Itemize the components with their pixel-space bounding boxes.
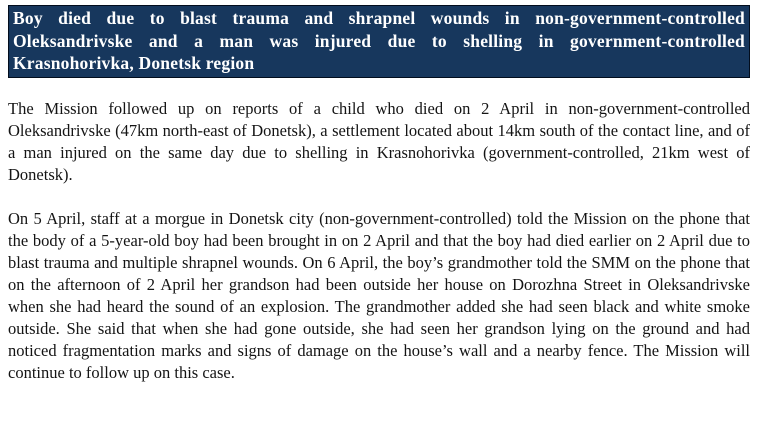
report-paragraph-2: On 5 April, staff at a morgue in Donetsk city (non-government-controlled) told the Mission on the phone that the body of a 5-year-old boy had been brought in on 2 April and that the boy had died earlier on 2 April due to blast trauma and multiple shrapnel wounds. On 6 April, the boy’s grandmother told the SMM on the phone that on the afternoon of 2 April her grandson had been outside her house on Dorozhna Street in Oleksandrivske when she had heard the sound of an explosion. The grandmother added she had seen black and white smoke outside. She said that when she had gone outside, she had seen her grandson lying on the ground and had noticed fragmentation marks and signs of damage on the house’s wall and a nearby fence. The Mission will continue to follow up on this case. [8,208,750,382]
report-headline-text: Boy died due to blast trauma and shrapnel wounds in non-government-controlled Oleksandrivske and a man was injured due to shelling in government-controlled Krasnohorivka, Donetsk region [13,8,745,73]
report-headline-banner [8,5,750,78]
report-paragraph-1: The Mission followed up on reports of a child who died on 2 April in non-government-controlled Oleksandrivske (47km north-east of Donetsk), a settlement located about 14km south of the contact line, and of a man injured on the same day due to shelling in Krasnohorivka (government-controlled, 21km west of Donetsk). [8,98,750,184]
